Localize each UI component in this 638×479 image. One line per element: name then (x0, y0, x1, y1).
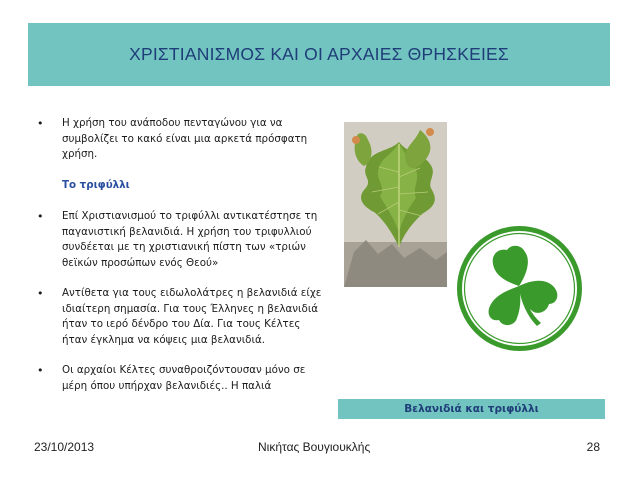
oak-leaves-image (344, 122, 447, 287)
bullet-text: Αντίθετα για τους ειδωλολάτρες η βελανιδιά είχε ιδιαίτερη σημασία. Για τους Έλληνες η βελανιδιά ήταν το ιερό δένδρο του Δία. Για τους Κέλτες ήταν έγκλημα να κόψεις μια βελανιδιά. (62, 287, 322, 346)
slide-title: ΧΡΙΣΤΙΑΝΙΣΜΟΣ ΚΑΙ ΟΙ ΑΡΧΑΙΕΣ ΘΡΗΣΚΕΙΕΣ (129, 44, 509, 64)
bullet-list (34, 116, 324, 394)
bullet-dot-icon: • (37, 117, 44, 130)
bullet-text: Η χρήση του ανάποδου πενταγώνου για να συμβολίζει το κακό είναι μια αρκετά πρόσφατη χρήση. (62, 117, 308, 160)
bullet-item (34, 209, 324, 271)
shamrock-icon (457, 226, 582, 351)
title-band (28, 23, 610, 86)
subheading: Το τριφύλλι (62, 178, 130, 191)
footer-date: 23/10/2013 (34, 440, 95, 454)
oak-leaves-drawing (344, 122, 447, 287)
bullet-dot-icon: • (37, 287, 44, 300)
bullet-dot-icon: • (37, 364, 44, 377)
shamrock-drawing (457, 226, 582, 351)
image-caption-bar (338, 399, 605, 419)
bullet-item (34, 116, 324, 163)
page-number: 28 (586, 440, 600, 454)
bullet-item (34, 363, 324, 394)
image-caption: Βελανιδιά και τριφύλλι (404, 403, 539, 415)
footer-author: Νικήτας Βουγιουκλής (258, 440, 371, 454)
bullet-item (34, 286, 324, 348)
bullet-text: Επί Χριστιανισμού το τριφύλλι αντικατέστησε τη παγανιστική βελανιδιά. Η χρήση του τριφυλλιού συνδέεται με τη χριστιανική πίστη των «τριών θεϊκών προσώπων ενός Θεού» (62, 210, 318, 269)
bullet-dot-icon: • (37, 210, 44, 223)
bullet-text: Οι αρχαίοι Κέλτες συναθροιζόντουσαν μόνο σε μέρη όπου υπήρχαν βελανιδιές.. Η παλιά (62, 364, 306, 392)
